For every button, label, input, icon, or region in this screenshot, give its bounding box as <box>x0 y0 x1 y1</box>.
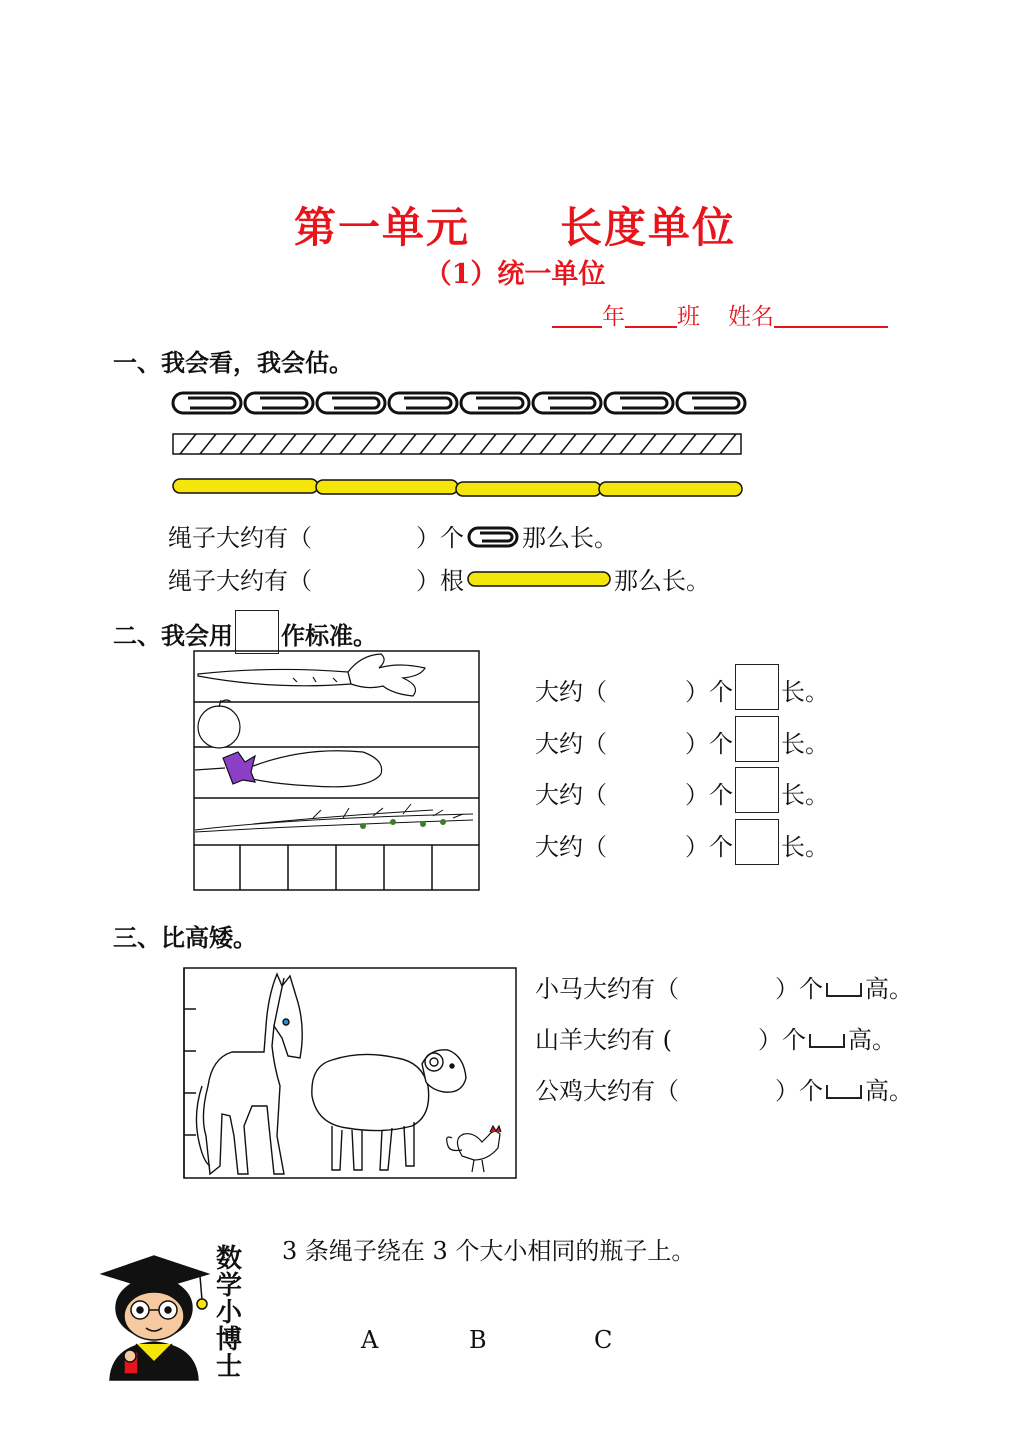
section1-question-1: 绳子大约有（ ）个 那么长。 <box>168 524 618 552</box>
name-label: 姓名 <box>728 304 774 330</box>
math-doctor-mascot <box>96 1252 214 1384</box>
yellow-rod-icon <box>173 479 318 493</box>
year-blank[interactable] <box>552 304 602 328</box>
paperclip-icon <box>389 393 457 413</box>
yellow-rod-icon <box>599 482 742 496</box>
page-subtitle: （1）统一单位 <box>424 259 606 290</box>
section1-heading: 一、我会看，我会估。 <box>113 348 353 377</box>
title-topic: 长度单位 <box>560 203 737 252</box>
yellow-rod-row <box>173 479 742 496</box>
class-label: 班 <box>677 304 700 330</box>
section3-answer-1: 小马大约有（ ）个 高。 <box>535 975 913 1003</box>
section2-answer-3: 大约（ ）个 长。 <box>535 767 829 813</box>
class-blank[interactable] <box>625 304 677 328</box>
unit-square-icon <box>735 664 779 710</box>
paperclip-icon <box>461 393 529 413</box>
height-unit-icon <box>826 983 862 997</box>
unit-square-icon <box>735 819 779 865</box>
name-blank[interactable] <box>774 304 888 328</box>
animals-figure <box>182 966 518 1180</box>
side-label-vertical: 数 学 小 博 士 <box>215 1244 242 1382</box>
bottle-label-a: A <box>361 1326 379 1354</box>
unit-square-icon <box>735 767 779 813</box>
paperclip-icon <box>605 393 673 413</box>
paperclip-icon <box>317 393 385 413</box>
section1-question-2: 绳子大约有（ ）根 那么长。 <box>168 567 710 595</box>
paperclip-icon <box>245 393 313 413</box>
celery-icon <box>195 804 473 832</box>
student-info-line <box>552 298 888 331</box>
section3-answer-3: 公鸡大约有（ ）个 高。 <box>535 1077 913 1105</box>
bottle-label-c: C <box>594 1326 613 1354</box>
section2-answer-1: 大约（ ）个 长。 <box>535 664 829 710</box>
paperclip-icon <box>677 393 745 413</box>
apple-icon <box>198 700 240 748</box>
rope-hatched <box>173 434 741 454</box>
section2-answer-2: 大约（ ）个 长。 <box>535 716 829 762</box>
unit-square-icon <box>235 610 279 654</box>
bottle-label-b: B <box>469 1326 487 1354</box>
page-title <box>0 195 1030 255</box>
section1-figure <box>168 385 753 505</box>
yellow-rod-icon <box>466 569 612 589</box>
yellow-rod-icon <box>456 482 601 496</box>
section3-answer-2: 山羊大约有 ( ）个 高。 <box>535 1026 896 1054</box>
paperclip-icon <box>466 525 520 549</box>
vegetable-grid <box>193 650 481 892</box>
section3-heading: 三、比高矮。 <box>113 923 257 952</box>
section2-answer-4: 大约（ ）个 长。 <box>535 819 829 865</box>
year-label: 年 <box>602 304 625 330</box>
section2-heading: 二、我会用 作标准。 <box>113 610 377 654</box>
height-unit-icon <box>809 1034 845 1048</box>
bonus-question: 3 条绳子绕在 3 个大小相同的瓶子上。 <box>282 1237 696 1265</box>
paperclip-icon <box>533 393 601 413</box>
paperclip-icon <box>173 393 241 413</box>
paperclip-row <box>173 393 745 413</box>
eggplant-icon <box>195 751 382 787</box>
height-unit-icon <box>826 1085 862 1099</box>
unit-square-icon <box>735 716 779 762</box>
title-unit: 第一单元 <box>293 203 470 252</box>
carrot-icon <box>198 654 425 696</box>
yellow-rod-icon <box>316 480 458 494</box>
